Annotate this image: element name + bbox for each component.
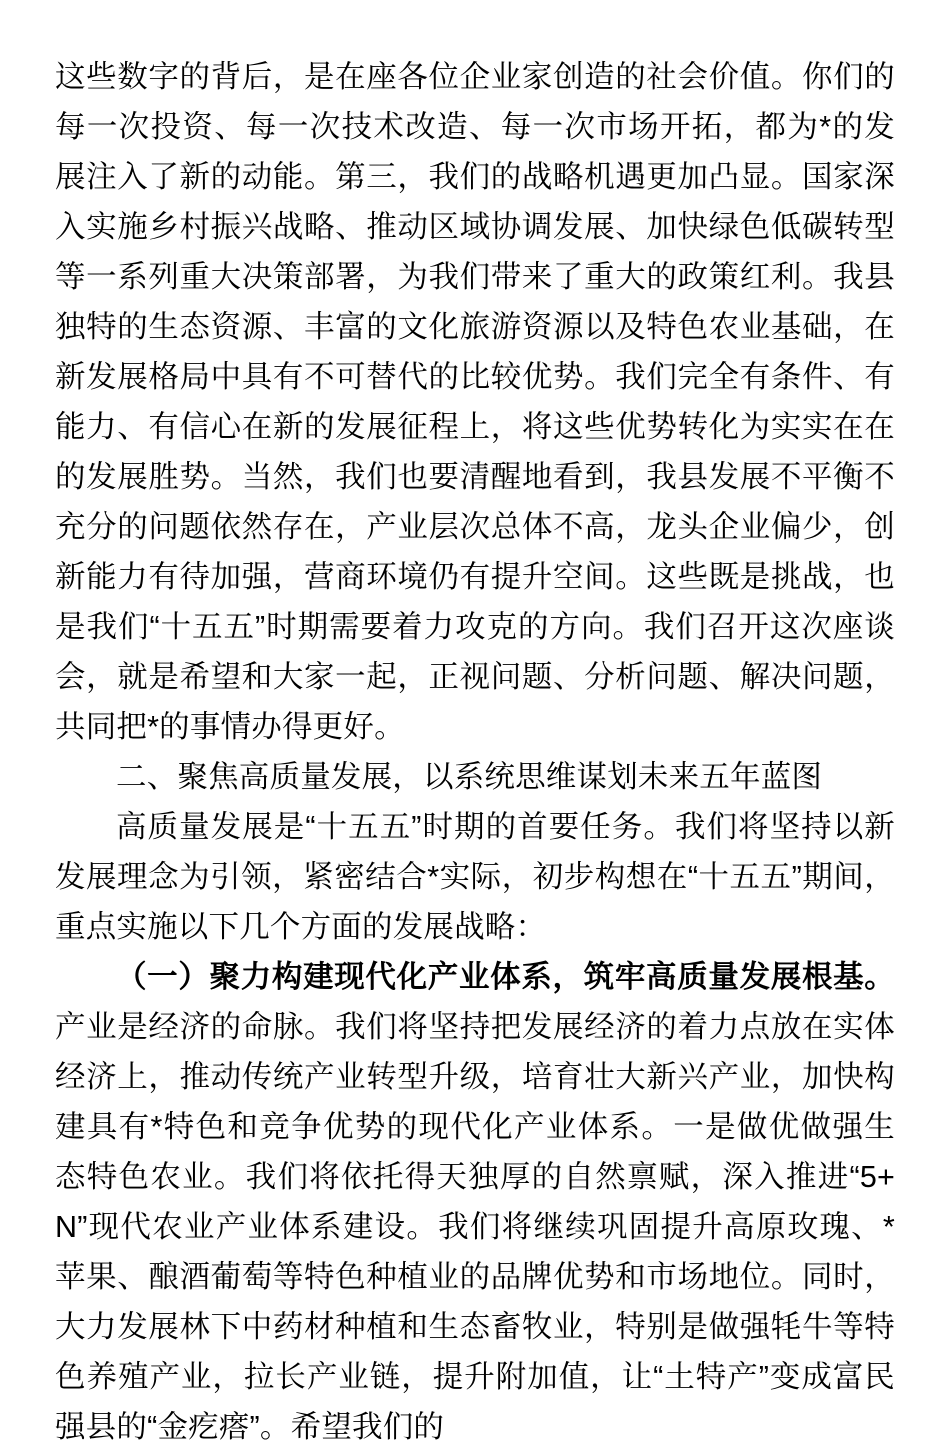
- section-heading-two: 二、聚焦高质量发展，以系统思维谋划未来五年蓝图: [116, 760, 823, 794]
- subsection-one-bold-lead: （一）聚力构建现代化产业体系，筑牢高质量发展根基。: [116, 960, 895, 994]
- document-body: [55, 52, 895, 1452]
- paragraph-subsection-one: [55, 952, 895, 1452]
- paragraph-continued: 这些数字的背后，是在座各位企业家创造的社会价值。你们的每一次投资、每一次技术改造、每一次市场开拓，都为*的发展注入了新的动能。第三，我们的战略机遇更加凸显。国家深入实施乡村振兴战略、推动区域协调发展、加快绿色低碳转型等一系列重大决策部署，为我们带来了重大的政策红利。我县独特的生态资源、丰富的文化旅游资源以及特色农业基础，在新发展格局中具有不可替代的比较优势。我们完全有条件、有能力、有信心在新的发展征程上，将这些优势转化为实实在在的发展胜势。当然，我们也要清醒地看到，我县发展不平衡不充分的问题依然存在，产业层次总体不高，龙头企业偏少，创新能力有待加强，营商环境仍有提升空间。这些既是挑战，也是我们“十五五”时期需要着力攻克的方向。我们召开这次座谈会，就是希望和大家一起，正视问题、分析问题、解决问题，共同把*的事情办得更好。: [55, 60, 895, 744]
- subsection-one-body: 产业是经济的命脉。我们将坚持把发展经济的着力点放在实体经济上，推动传统产业转型升级，培育壮大新兴产业，加快构建具有*特色和竞争优势的现代化产业体系。一是做优做强生态特色农业。我们将依托得天独厚的自然禀赋，深入推进“5+N”现代农业产业体系建设。我们将继续巩固提升高原玫瑰、*苹果、酿酒葡萄等特色种植业的品牌优势和市场地位。同时，大力发展林下中药材种植和生态畜牧业，特别是做强牦牛等特色养殖产业，拉长产业链，提升附加值，让“土特产”变成富民强县的“金疙瘩”。希望我们的: [55, 1010, 895, 1444]
- paragraph-high-quality-development: 高质量发展是“十五五”时期的首要任务。我们将坚持以新发展理念为引领，紧密结合*实际，初步构想在“十五五”期间，重点实施以下几个方面的发展战略：: [55, 810, 895, 944]
